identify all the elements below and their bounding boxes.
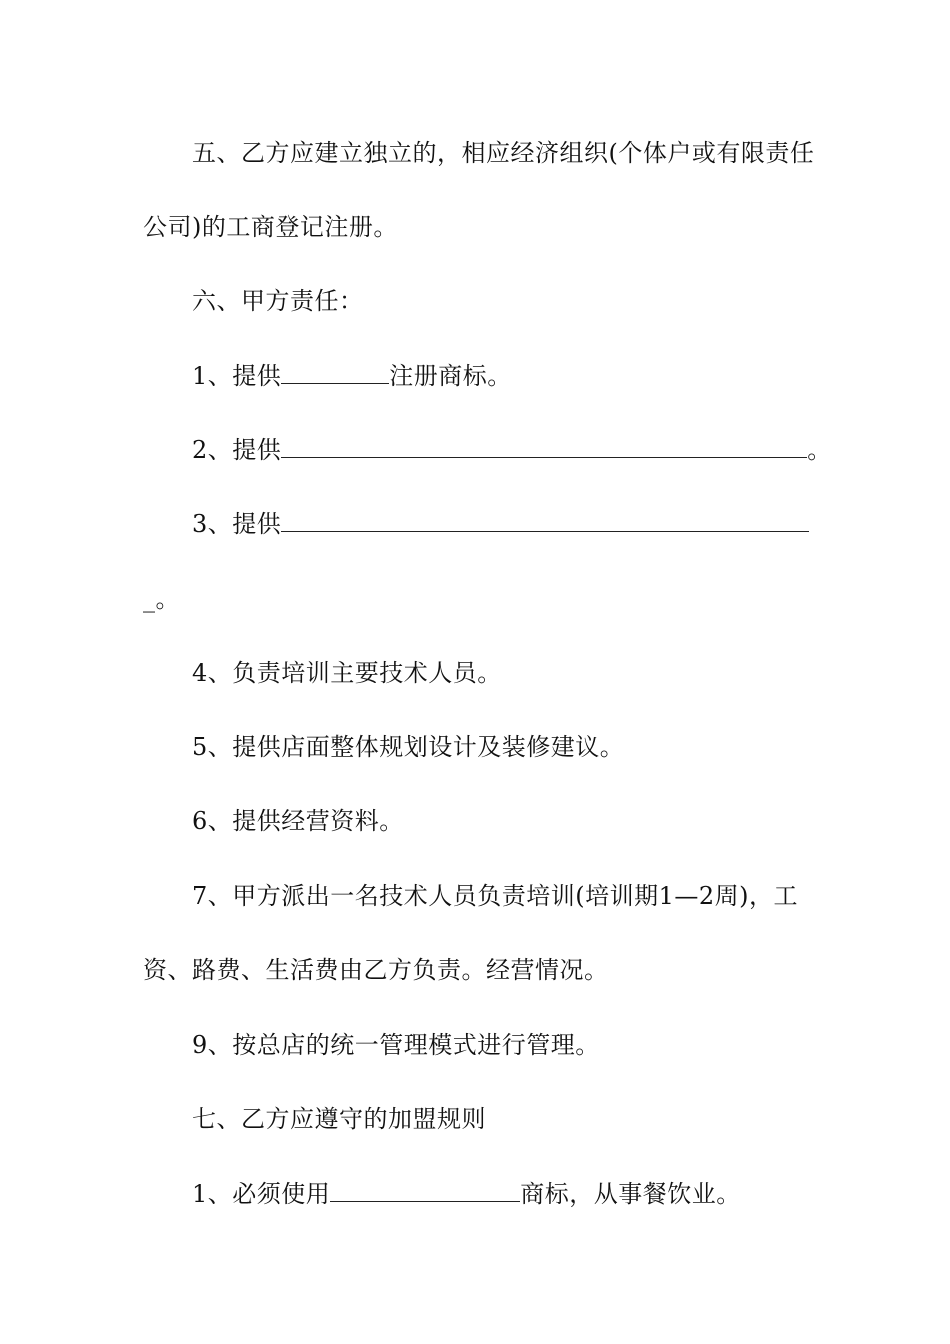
duty-item-1-suffix: 注册商标。 <box>389 362 512 390</box>
rule-item-1-suffix: 商标，从事餐饮业。 <box>520 1180 741 1208</box>
duty-item-1 <box>192 361 512 391</box>
duty-item-9: 9、按总店的统一管理模式进行管理。 <box>192 1031 600 1059</box>
duty-item-6: 6、提供经营资料。 <box>192 807 404 835</box>
duty-item-5: 5、提供店面整体规划设计及装修建议。 <box>192 733 625 761</box>
section-6-heading: 六、甲方责任： <box>192 287 364 315</box>
duty-item-7-line-1: 7、甲方派出一名技术人员负责培训(培训期1—2周)，工 <box>192 882 799 910</box>
duty-item-3-prefix: 3、提供 <box>192 510 282 538</box>
duty-item-1-prefix: 1、提供 <box>192 362 282 390</box>
section-5-line-1: 五、乙方应建立独立的，相应经济组织(个体户或有限责任 <box>192 139 815 167</box>
duty-item-2-prefix: 2、提供 <box>192 436 282 464</box>
section-7-heading: 七、乙方应遵守的加盟规则 <box>192 1105 486 1133</box>
fill-blank <box>281 509 809 532</box>
fill-blank <box>281 361 389 384</box>
duty-item-3 <box>192 509 809 539</box>
duty-item-3-continuation: _。 <box>143 585 180 613</box>
duty-item-2-suffix: 。 <box>807 436 832 464</box>
fill-blank <box>281 435 807 458</box>
duty-item-4: 4、负责培训主要技术人员。 <box>192 659 502 687</box>
rule-item-1 <box>192 1179 741 1209</box>
duty-item-2 <box>192 435 832 465</box>
duty-item-7-line-2: 资、路费、生活费由乙方负责。经营情况。 <box>143 956 609 984</box>
rule-item-1-prefix: 1、必须使用 <box>192 1180 331 1208</box>
section-5-line-2: 公司)的工商登记注册。 <box>143 213 398 241</box>
fill-blank <box>330 1179 520 1202</box>
